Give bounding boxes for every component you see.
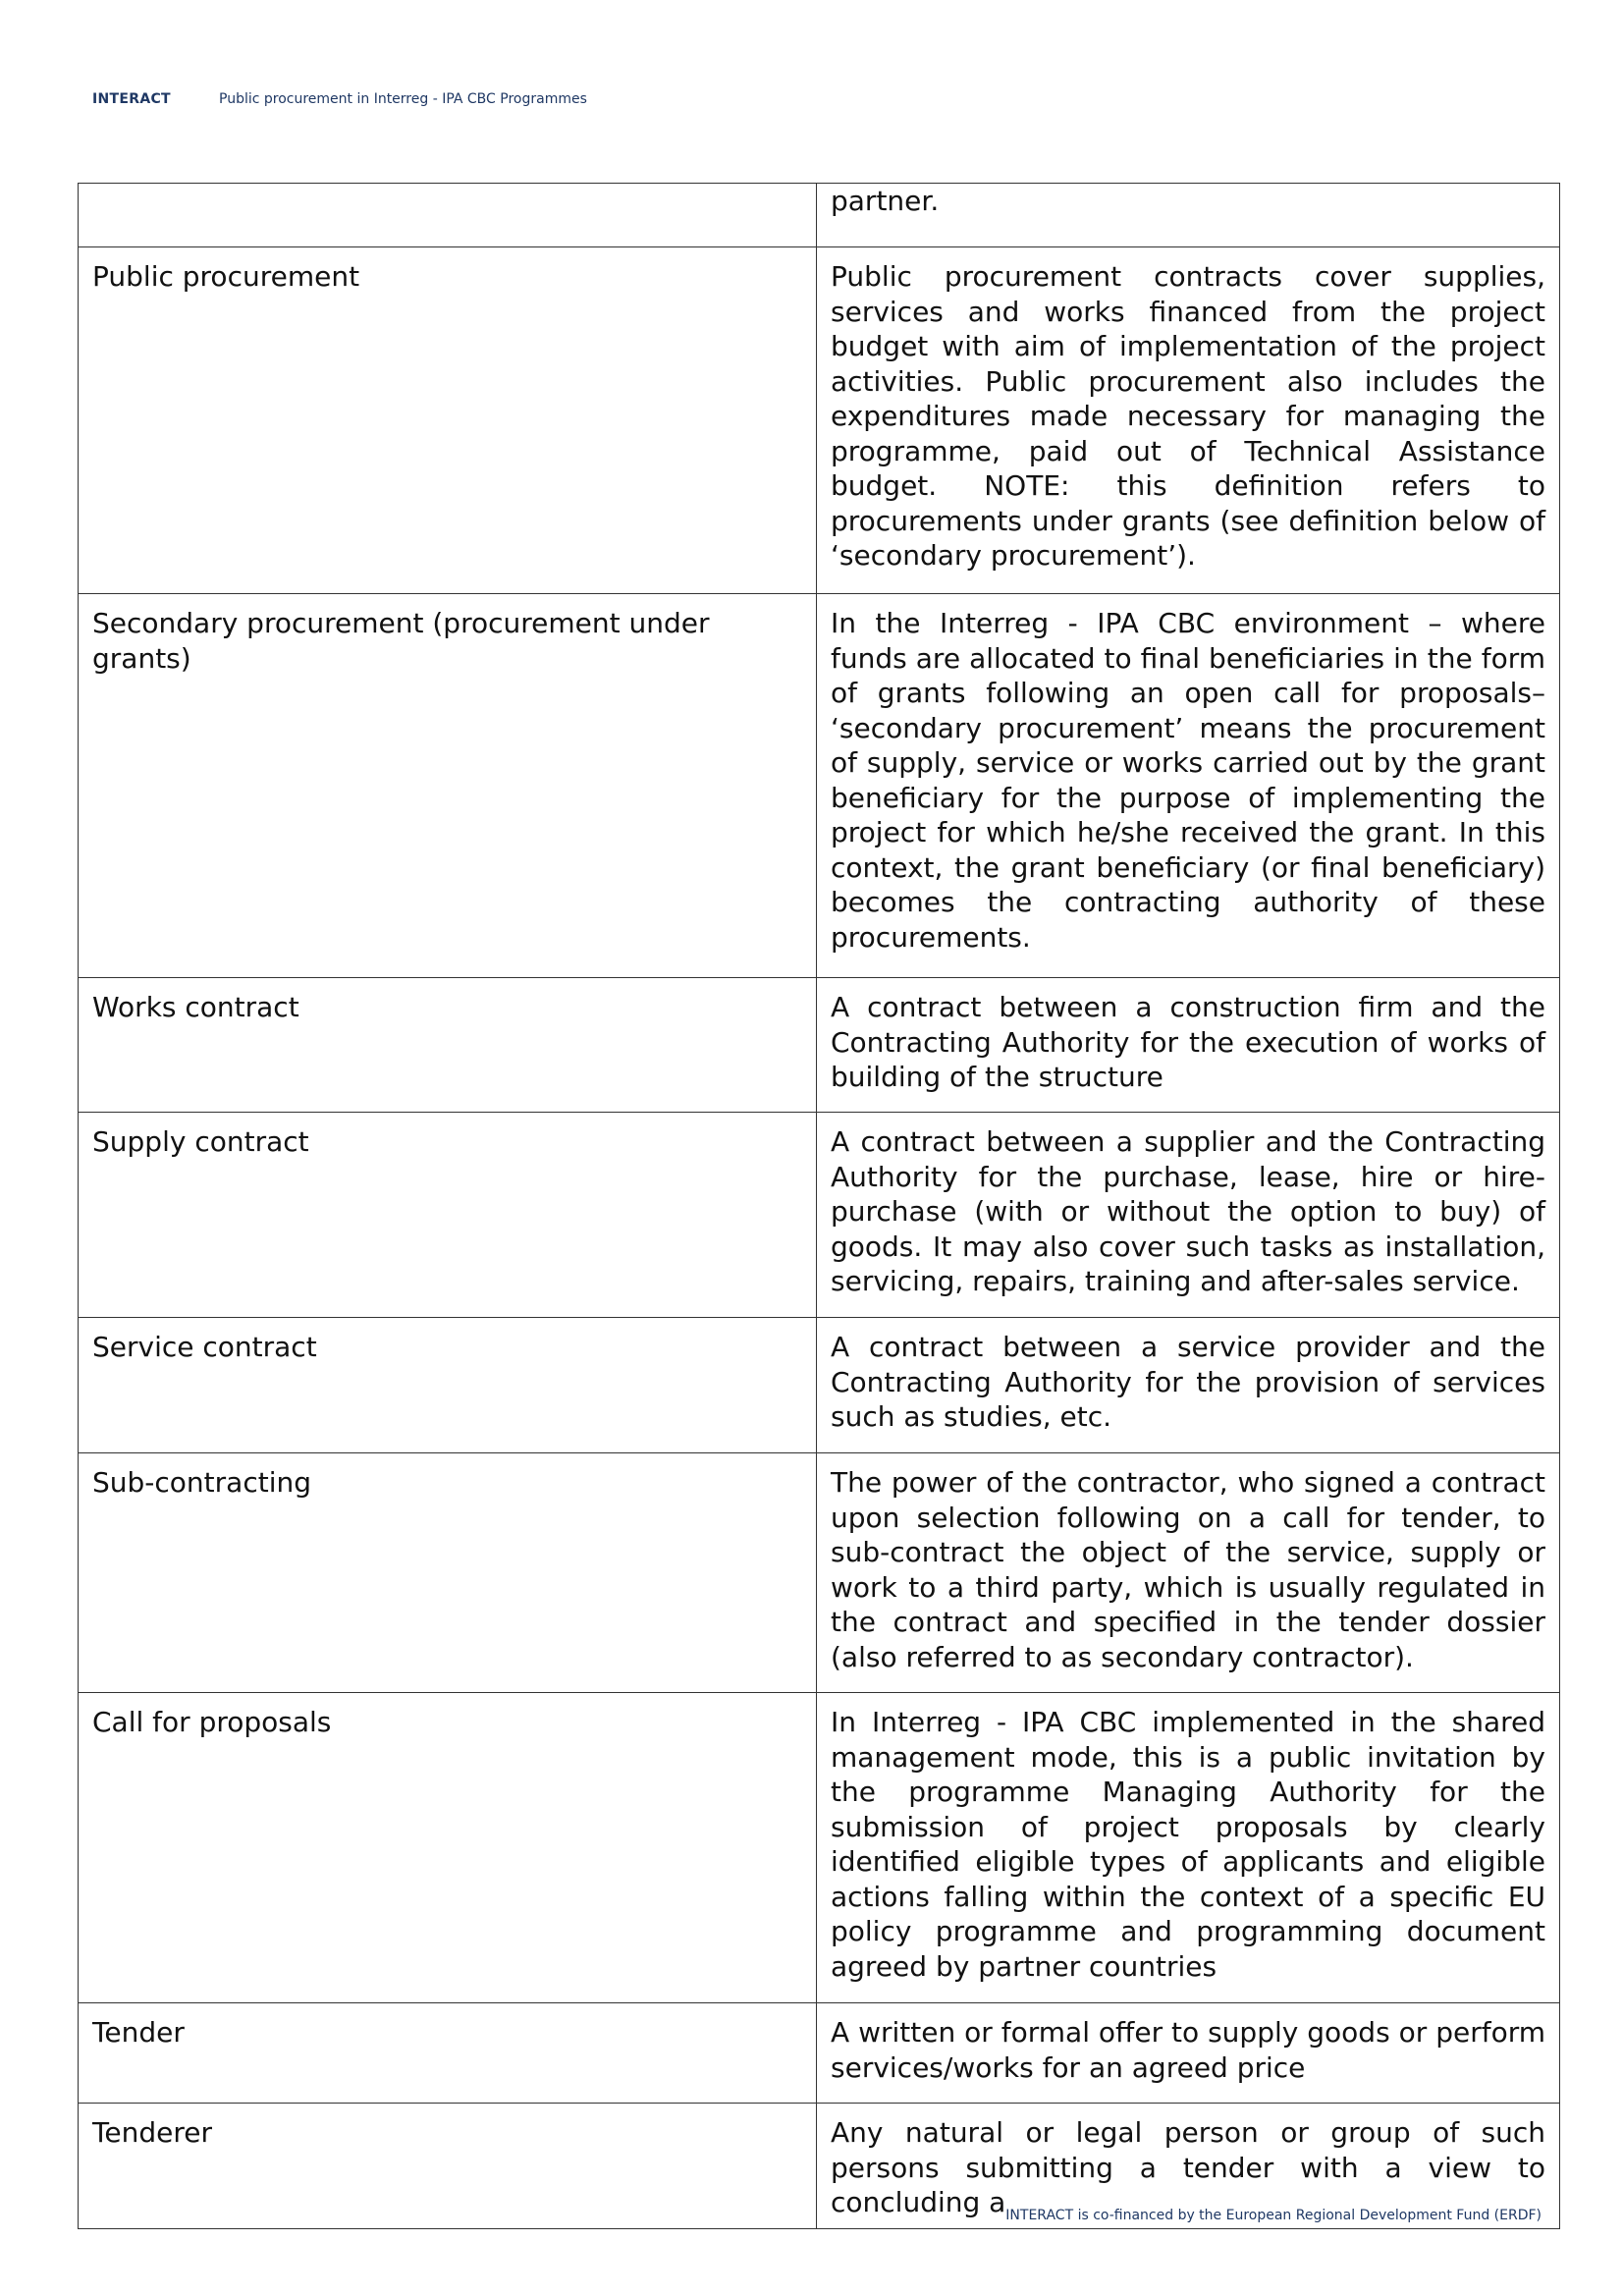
term-text: Secondary procurement (procurement under grants) (92, 607, 710, 675)
table-row (79, 1453, 1560, 1693)
term-text: Works contract (92, 991, 299, 1023)
term-cell (79, 2003, 817, 2104)
term-text: Public procurement (92, 260, 360, 293)
header-brand: INTERACT (92, 91, 171, 107)
definition-text: Any natural or legal person or group of such persons submitting a tender with a view to concluding a (831, 2116, 1545, 2218)
definition-cell (817, 1453, 1560, 1693)
table-row (79, 2003, 1560, 2104)
page-header (92, 91, 587, 107)
term-text: Call for proposals (92, 1706, 332, 1738)
term-text (92, 184, 802, 191)
term-text: Supply contract (92, 1125, 309, 1158)
term-cell (79, 1453, 817, 1693)
definition-text: In Interreg - IPA CBC implemented in the shared management mode, this is a public invitation by the programme Managing Authority for the submission of project proposals by clearly identified eligible types of applicants and eligible actions falling within the context of a specific EU policy programme and programming document agreed by partner countries (831, 1706, 1545, 1983)
table-row (79, 1693, 1560, 2003)
term-text: Sub-contracting (92, 1466, 311, 1499)
definition-cell (817, 247, 1560, 594)
term-cell (79, 184, 817, 247)
term-cell (79, 247, 817, 594)
definition-text: A contract between a service provider and the Contracting Authority for the provision of services such as studies, etc. (831, 1331, 1545, 1433)
term-cell (79, 1693, 817, 2003)
definition-text: The power of the contractor, who signed a contract upon selection following on a call for tender, to sub-contract the object of the service, supply or work to a third party, which is usually regulated in the contract and specified in the tender dossier (also referred to as secondary contractor). (831, 1466, 1545, 1673)
table-row (79, 1113, 1560, 1318)
table-row (79, 1318, 1560, 1453)
definition-text: Public procurement contracts cover supplies, services and works financed from the project budget with aim of implementation of the project activities. Public procurement also includes the expenditures made necessary for managing the programme, paid out of Technical Assistance budget. NOTE: this definition refers to procurements under grants (see definition below of ‘secondary procurement’). (831, 260, 1545, 572)
definition-cell (817, 184, 1560, 247)
definition-cell (817, 1693, 1560, 2003)
term-cell (79, 978, 817, 1113)
header-title: Public procurement in Interreg - IPA CBC Programmes (219, 91, 587, 107)
definition-text: A contract between a supplier and the Contracting Authority for the purchase, lease, hire or hire-purchase (with or without the option to buy) of goods. It may also cover such tasks as installation, servicing, repairs, training and after-sales service. (831, 1125, 1545, 1297)
definition-cell (817, 978, 1560, 1113)
term-cell (79, 594, 817, 978)
definition-text: A written or formal offer to supply goods or perform services/works for an agreed price (831, 2016, 1545, 2084)
definition-cell (817, 1318, 1560, 1453)
table-row (79, 978, 1560, 1113)
definition-text: In the Interreg - IPA CBC environment – where funds are allocated to final beneficiaries in the form of grants following an open call for proposals– ‘secondary procurement’ means the procurement of supply, service or works carried out by the grant beneficiary for the purpose of implementing the project for which he/she received the grant. In this context, the grant beneficiary (or final beneficiary) becomes the contracting authority of these procurements. (831, 607, 1545, 954)
term-cell (79, 1113, 817, 1318)
table-row (79, 594, 1560, 978)
definition-cell (817, 1113, 1560, 1318)
term-text: Tenderer (92, 2116, 212, 2149)
definitions-table (78, 183, 1560, 2229)
definition-cell (817, 594, 1560, 978)
table-row (79, 247, 1560, 594)
table-row (79, 184, 1560, 247)
term-text: Tender (92, 2016, 185, 2049)
page-footer: INTERACT is co-financed by the European Regional Development Fund (ERDF) (1005, 2208, 1542, 2223)
term-cell (79, 1318, 817, 1453)
definition-cell (817, 2003, 1560, 2104)
definition-text: partner. (831, 185, 940, 217)
term-text: Service contract (92, 1331, 317, 1363)
term-cell (79, 2104, 817, 2229)
definition-text: A contract between a construction firm and the Contracting Authority for the execution of works of building of the structure (831, 991, 1545, 1093)
